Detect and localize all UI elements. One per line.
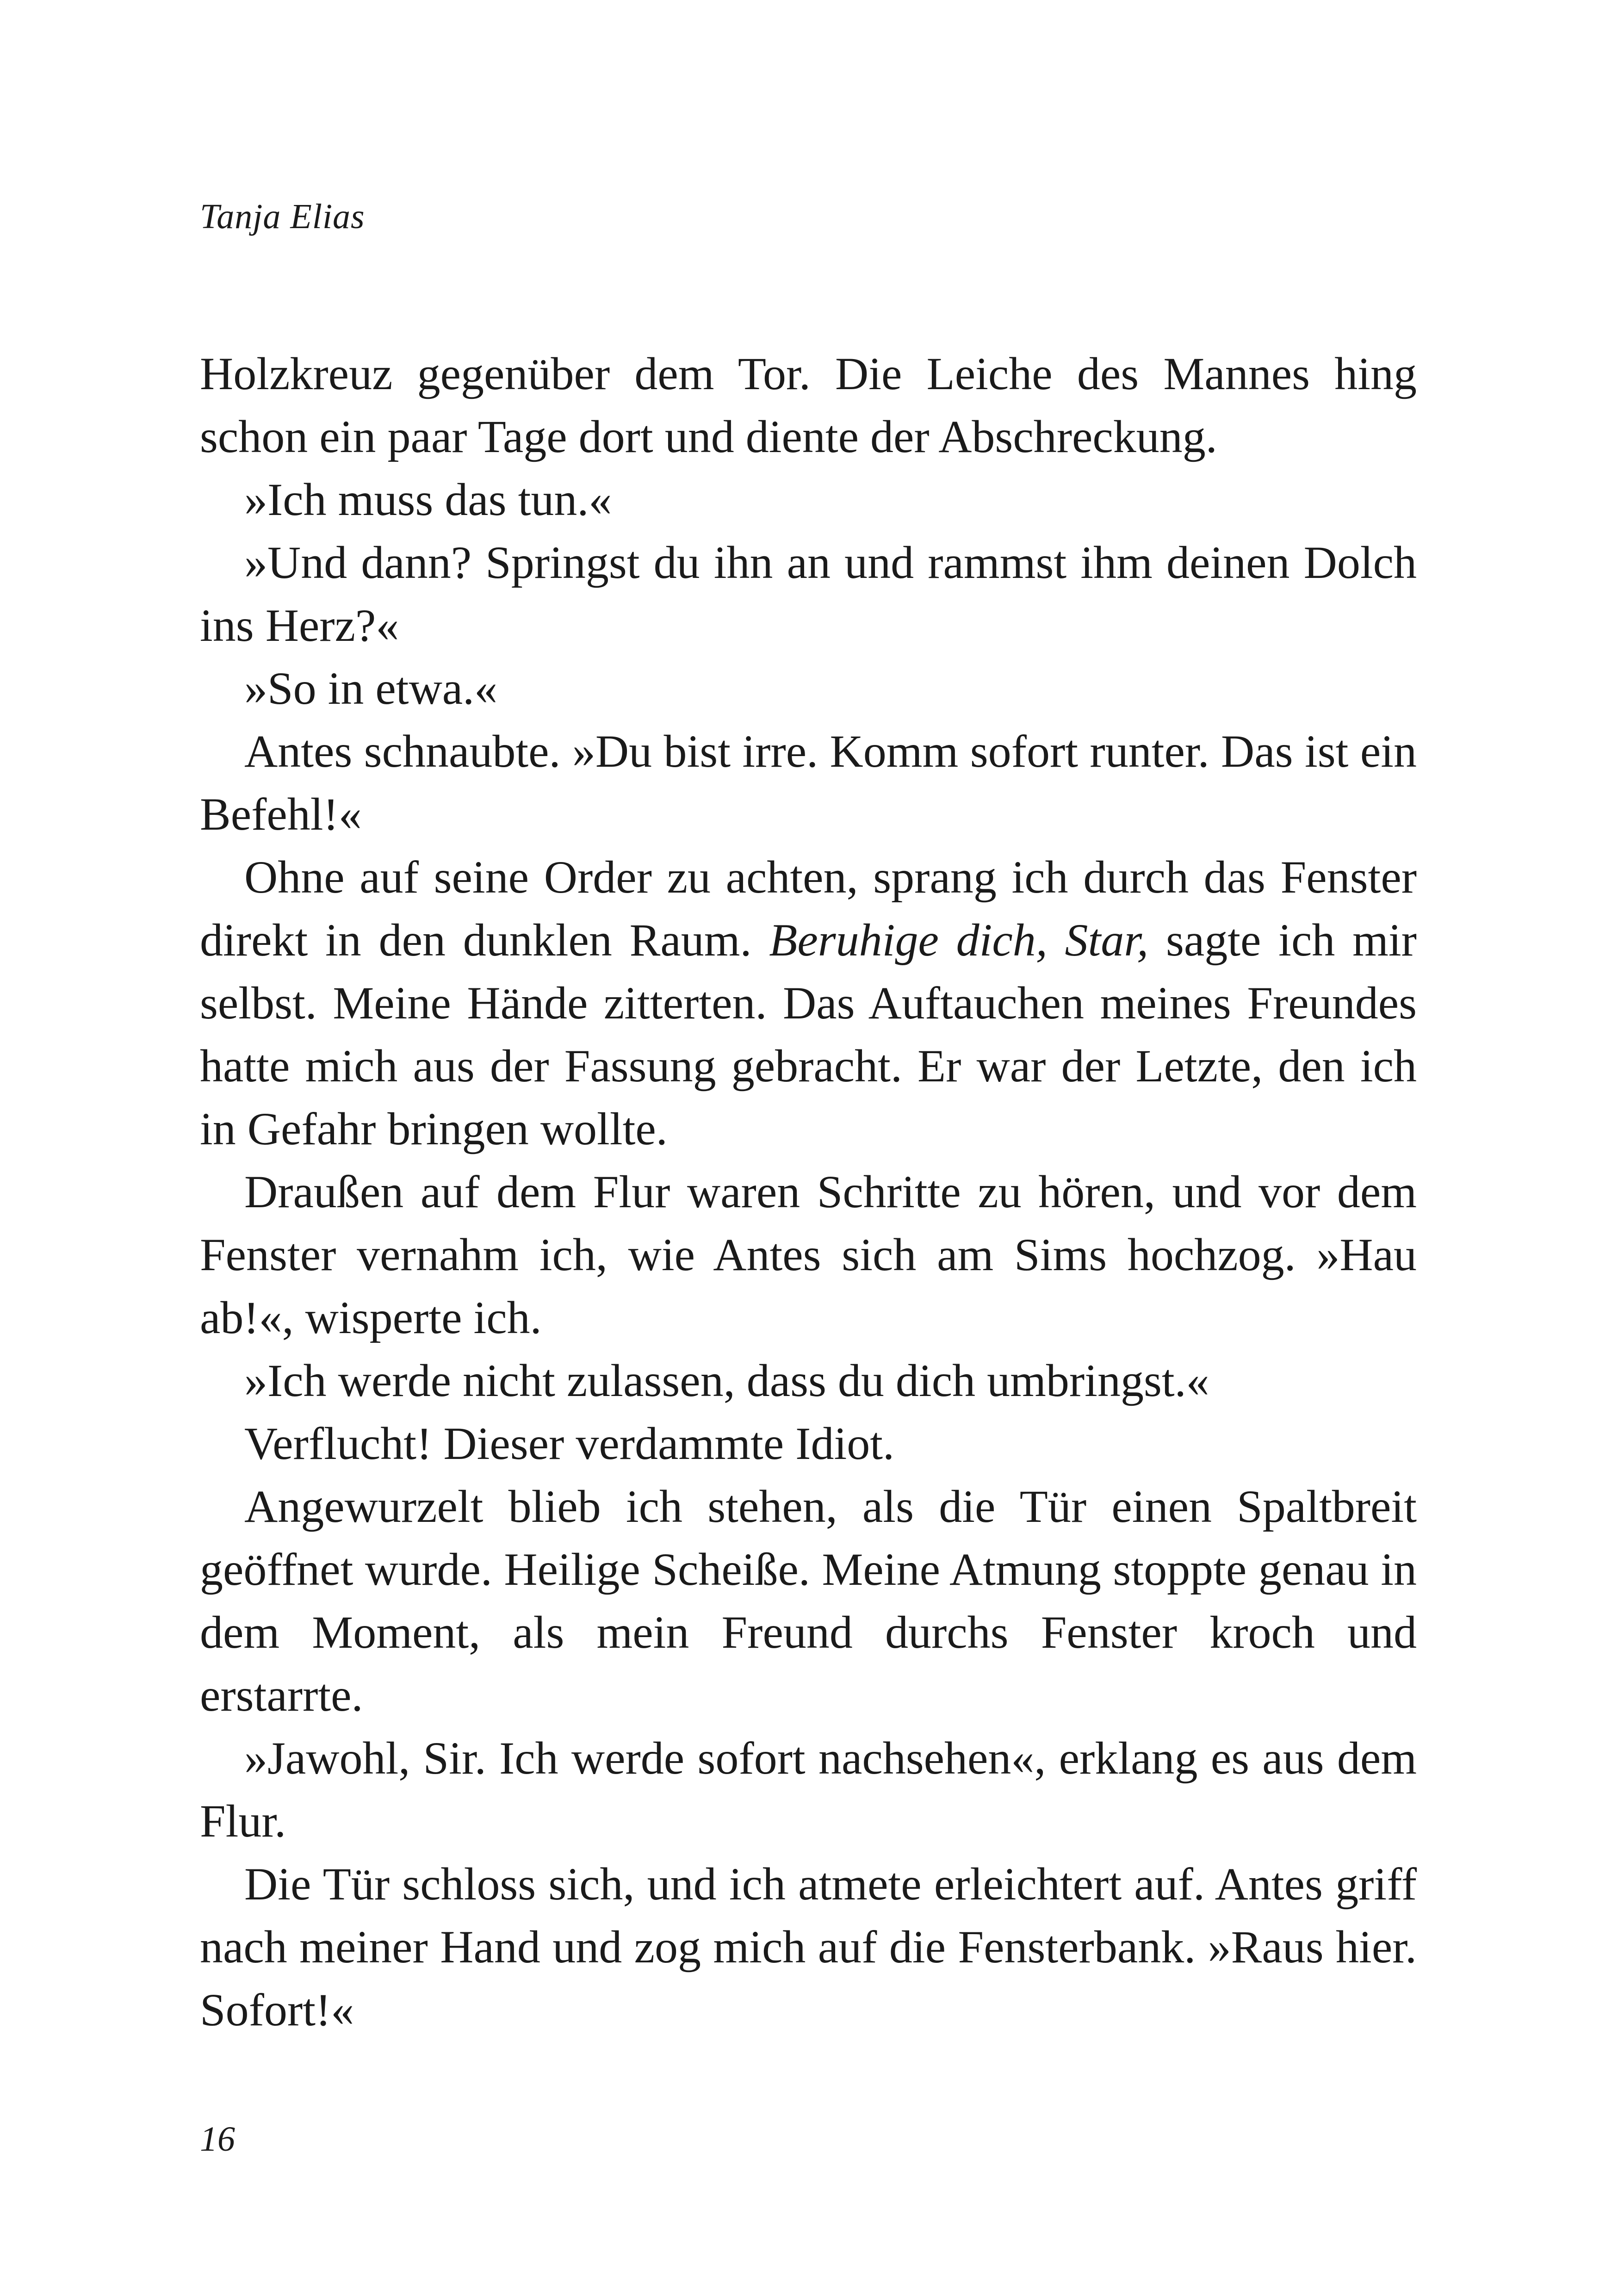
paragraph-text: Angewurzelt blieb ich stehen, als die Tür einen Spaltbreit geöffnet wurde. Heilige Scheiße. Meine Atmung stoppte genau in dem Moment, als mein Freund durchs Fenster kroch und erstarrte. — [200, 1481, 1417, 1721]
paragraph — [200, 1727, 1417, 1853]
paragraph-text: Verflucht! Dieser verdammte Idiot. — [244, 1418, 895, 1469]
paragraph — [200, 1475, 1417, 1727]
paragraph-text: »So in etwa.« — [244, 663, 498, 714]
paragraph-text: Die Tür schloss sich, und ich atmete erleichtert auf. Antes griff nach meiner Hand und zog mich auf die Fensterbank. »Raus hier. Sofort!« — [200, 1858, 1417, 2035]
paragraph — [200, 1160, 1417, 1349]
paragraph — [200, 1853, 1417, 2042]
paragraph — [200, 1349, 1417, 1412]
paragraph-text: »Und dann? Springst du ihn an und rammst ihm deinen Dolch ins Herz?« — [200, 537, 1417, 651]
paragraph — [200, 657, 1417, 720]
paragraph-text: Draußen auf dem Flur waren Schritte zu hören, und vor dem Fenster vernahm ich, wie Antes sich am Sims hochzog. »Hau ab!«, wisperte ich. — [200, 1166, 1417, 1343]
paragraph — [200, 846, 1417, 1160]
paragraph-text: »Jawohl, Sir. Ich werde sofort nachsehen«, erklang es aus dem Flur. — [200, 1732, 1417, 1847]
paragraph-text: »Ich werde nicht zulassen, dass du dich umbringst.« — [244, 1355, 1209, 1406]
paragraph-text: Holzkreuz gegenüber dem Tor. Die Leiche des Mannes hing schon ein paar Tage dort und diente der Abschreckung. — [200, 348, 1417, 462]
paragraph-text: »Ich muss das tun.« — [244, 474, 612, 525]
paragraph — [200, 342, 1417, 468]
paragraph — [200, 720, 1417, 846]
paragraph — [200, 468, 1417, 531]
paragraph-text: Antes schnaubte. »Du bist irre. Komm sofort runter. Das ist ein Befehl!« — [200, 726, 1417, 840]
paragraph-text-continued: sagte ich mir selbst. Meine Hände zitterten. Das Auftauchen meines Freundes hatte mich aus der Fassung gebracht. Er war der Letzte, den ich in Gefahr bringen wollte. — [200, 914, 1417, 1154]
paragraph-italic-text: Beruhige dich, Star, — [769, 914, 1149, 966]
running-header-author: Tanja Elias — [200, 197, 365, 236]
body-text — [200, 342, 1417, 2042]
paragraph — [200, 1412, 1417, 1475]
paragraph — [200, 531, 1417, 657]
page-number: 16 — [200, 2120, 235, 2159]
paragraph-text: Ohne auf seine Order zu achten, sprang ich durch das Fenster direkt in den dunklen Raum. — [200, 851, 1417, 966]
